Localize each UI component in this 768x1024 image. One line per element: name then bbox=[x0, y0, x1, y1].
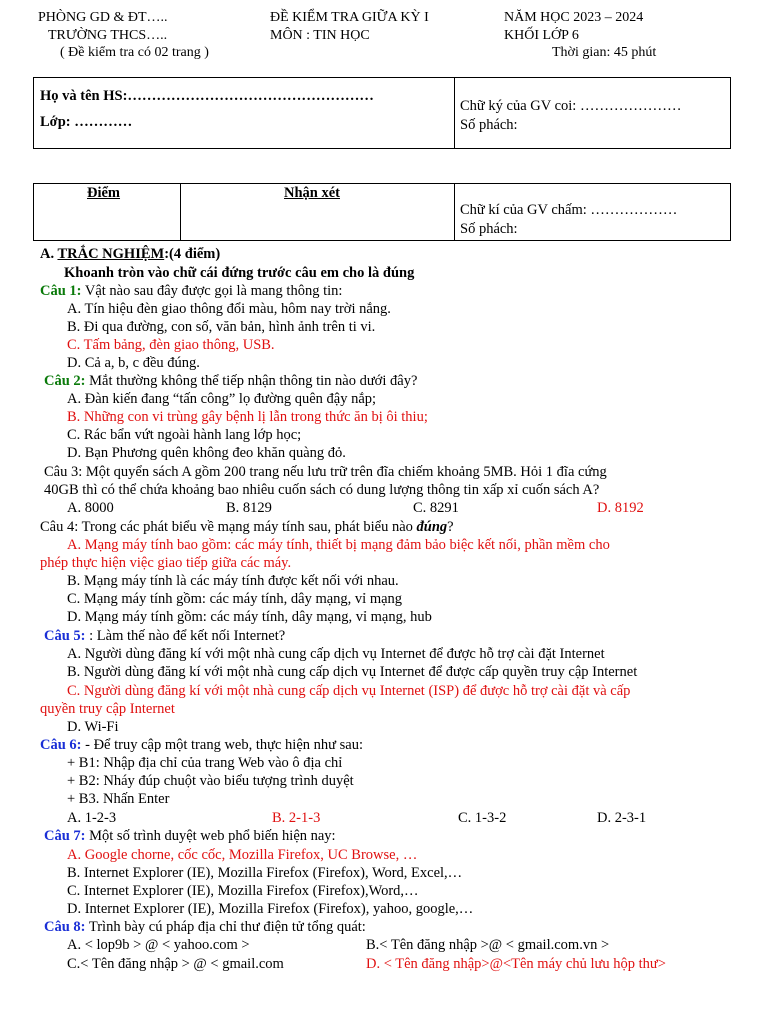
q6-option-b[interactable]: B. 2-1-3 bbox=[272, 810, 321, 826]
q6-step-3: + B3. Nhấn Enter bbox=[67, 791, 170, 807]
q8-option-d[interactable]: D. < Tên đăng nhập>@<Tên máy chủ lưu hộp thư> bbox=[366, 956, 666, 972]
question-8: Câu 8: Trình bày cú pháp địa chỉ thư điện tử tổng quát: bbox=[44, 919, 366, 935]
grader-signature-field[interactable]: Chữ kí của GV chấm: ……………… bbox=[460, 202, 678, 218]
header-subject: MÔN : TIN HỌC bbox=[270, 28, 370, 43]
q7-option-b[interactable]: B. Internet Explorer (IE), Mozilla Firefox (Firefox), Word, Excel,… bbox=[67, 865, 463, 881]
q5-option-a[interactable]: A. Người dùng đăng kí với một nhà cung cấp dịch vụ Internet để được hỗ trợ cài đặt Internet bbox=[67, 646, 605, 662]
score-label: Điểm bbox=[87, 185, 121, 201]
q6-step-1: + B1: Nhập địa chỉ của trang Web vào ô địa chỉ bbox=[67, 755, 343, 771]
q6-option-c[interactable]: C. 1-3-2 bbox=[458, 810, 507, 826]
q7-option-d[interactable]: D. Internet Explorer (IE), Mozilla Firefox (Firefox), yahoo, google,… bbox=[67, 901, 474, 917]
question-6: Câu 6: - Để truy cập một trang web, thực hiện như sau: bbox=[40, 737, 363, 753]
question-5: Câu 5: : Làm thế nào để kết nối Internet? bbox=[44, 628, 286, 644]
q1-option-c[interactable]: C. Tấm bảng, đèn giao thông, USB. bbox=[67, 337, 275, 353]
q6-option-d[interactable]: D. 2-3-1 bbox=[597, 810, 647, 826]
question-7: Câu 7: Một số trình duyệt web phổ biến hiện nay: bbox=[44, 828, 336, 844]
question-4: Câu 4: Trong các phát biểu về mạng máy tính sau, phát biểu nào đúng? bbox=[40, 519, 454, 535]
q1-option-b[interactable]: B. Đi qua đường, con số, văn bản, hình ảnh trên ti vi. bbox=[67, 319, 376, 335]
q3-option-b[interactable]: B. 8129 bbox=[226, 500, 272, 516]
header-grade: KHỐI LỚP 6 bbox=[504, 28, 579, 43]
q5-option-c-line2[interactable]: quyền truy cập Internet bbox=[40, 701, 175, 717]
header-dept: PHÒNG GD & ĐT….. bbox=[38, 10, 168, 25]
header-exam-title: ĐỀ KIỂM TRA GIỮA KỲ I bbox=[270, 10, 429, 25]
header-school-year: NĂM HỌC 2023 – 2024 bbox=[504, 10, 644, 25]
section-a-instruction: Khoanh tròn vào chữ cái đứng trước câu em cho là đúng bbox=[64, 265, 415, 281]
q8-option-a[interactable]: A. < lop9b > @ < yahoo.com > bbox=[67, 937, 250, 953]
q8-option-c[interactable]: C.< Tên đăng nhập > @ < gmail.com bbox=[67, 956, 284, 972]
student-info-divider bbox=[454, 77, 455, 149]
header-school: TRƯỜNG THCS….. bbox=[48, 28, 168, 43]
q4-option-a-line1[interactable]: A. Mạng máy tính bao gồm: các máy tính, thiết bị mạng đảm bảo biệc kết nối, phần mềm cho bbox=[67, 537, 610, 553]
q3-option-a[interactable]: A. 8000 bbox=[67, 500, 114, 516]
header-duration: Thời gian: 45 phút bbox=[552, 45, 657, 60]
q5-option-c-line1[interactable]: C. Người dùng đăng kí với một nhà cung cấp dịch vụ Internet (ISP) để được hỗ trợ cài đặt và cấp bbox=[67, 683, 631, 699]
q4-option-b[interactable]: B. Mạng máy tính là các máy tính được kết nối với nhau. bbox=[67, 573, 399, 589]
section-a-heading: A. TRẮC NGHIỆM:(4 điểm) bbox=[40, 246, 221, 262]
score-divider-1 bbox=[180, 183, 181, 241]
q2-option-a[interactable]: A. Đàn kiến đang “tấn công” lọ đường quên đậy nắp; bbox=[67, 391, 377, 407]
so-phach-top: Số phách: bbox=[460, 117, 518, 133]
question-3-line2: 40GB thì có thể chứa khoảng bao nhiêu cuốn sách có dung lượng thông tin xấp xỉ cuốn sách A? bbox=[44, 482, 600, 498]
invigilator-signature-field[interactable]: Chữ ký của GV coi: ………………… bbox=[460, 98, 682, 114]
q2-option-c[interactable]: C. Rác bẩn vứt ngoài hành lang lớp học; bbox=[67, 427, 302, 443]
q2-option-d[interactable]: D. Bạn Phương quên không đeo khăn quàng đỏ. bbox=[67, 445, 346, 461]
question-2: Câu 2: Mắt thường không thể tiếp nhận thông tin nào dưới đây? bbox=[44, 373, 418, 389]
q3-option-c[interactable]: C. 8291 bbox=[413, 500, 459, 516]
q2-option-b[interactable]: B. Những con vi trùng gây bệnh lị lẫn trong thức ăn bị ôi thiu; bbox=[67, 409, 428, 425]
q7-option-a[interactable]: A. Google chorne, cốc cốc, Mozilla Firefox, UC Browse, … bbox=[67, 847, 418, 863]
comment-label: Nhận xét bbox=[284, 185, 340, 201]
student-name-field[interactable]: Họ và tên HS:…………………………………………… bbox=[40, 88, 374, 104]
q1-option-a[interactable]: A. Tín hiệu đèn giao thông đổi màu, hôm nay trời nắng. bbox=[67, 301, 391, 317]
q4-option-d[interactable]: D. Mạng máy tính gồm: các máy tính, dây mạng, vỉ mạng, hub bbox=[67, 609, 432, 625]
q6-option-a[interactable]: A. 1-2-3 bbox=[67, 810, 117, 826]
q4-option-c[interactable]: C. Mạng máy tính gồm: các máy tính, dây mạng, vỉ mạng bbox=[67, 591, 403, 607]
score-divider-2 bbox=[454, 183, 455, 241]
q1-option-d[interactable]: D. Cả a, b, c đều đúng. bbox=[67, 355, 200, 371]
q8-option-b[interactable]: B.< Tên đăng nhập >@ < gmail.com.vn > bbox=[366, 937, 610, 953]
header-page-note: ( Đề kiểm tra có 02 trang ) bbox=[60, 45, 209, 60]
q3-option-d[interactable]: D. 8192 bbox=[597, 500, 644, 516]
q6-step-2: + B2: Nháy đúp chuột vào biểu tượng trình duyệt bbox=[67, 773, 354, 789]
q5-option-d[interactable]: D. Wi-Fi bbox=[67, 719, 119, 735]
q7-option-c[interactable]: C. Internet Explorer (IE), Mozilla Firefox (Firefox),Word,… bbox=[67, 883, 419, 899]
question-1: Câu 1: Vật nào sau đây được gọi là mang thông tin: bbox=[40, 283, 343, 299]
question-3-line1: Câu 3: Một quyển sách A gồm 200 trang nếu lưu trữ trên đĩa chiếm khoảng 5MB. Hỏi 1 đĩa cứng bbox=[44, 464, 607, 480]
q4-option-a-line2[interactable]: phép thực hiện việc giao tiếp giữa các máy. bbox=[40, 555, 292, 571]
q5-option-b[interactable]: B. Người dùng đăng kí với một nhà cung cấp dịch vụ Internet để được cấp quyền truy cập Internet bbox=[67, 664, 638, 680]
student-class-field[interactable]: Lớp: ………… bbox=[40, 114, 133, 130]
so-phach-bottom: Số phách: bbox=[460, 221, 518, 237]
